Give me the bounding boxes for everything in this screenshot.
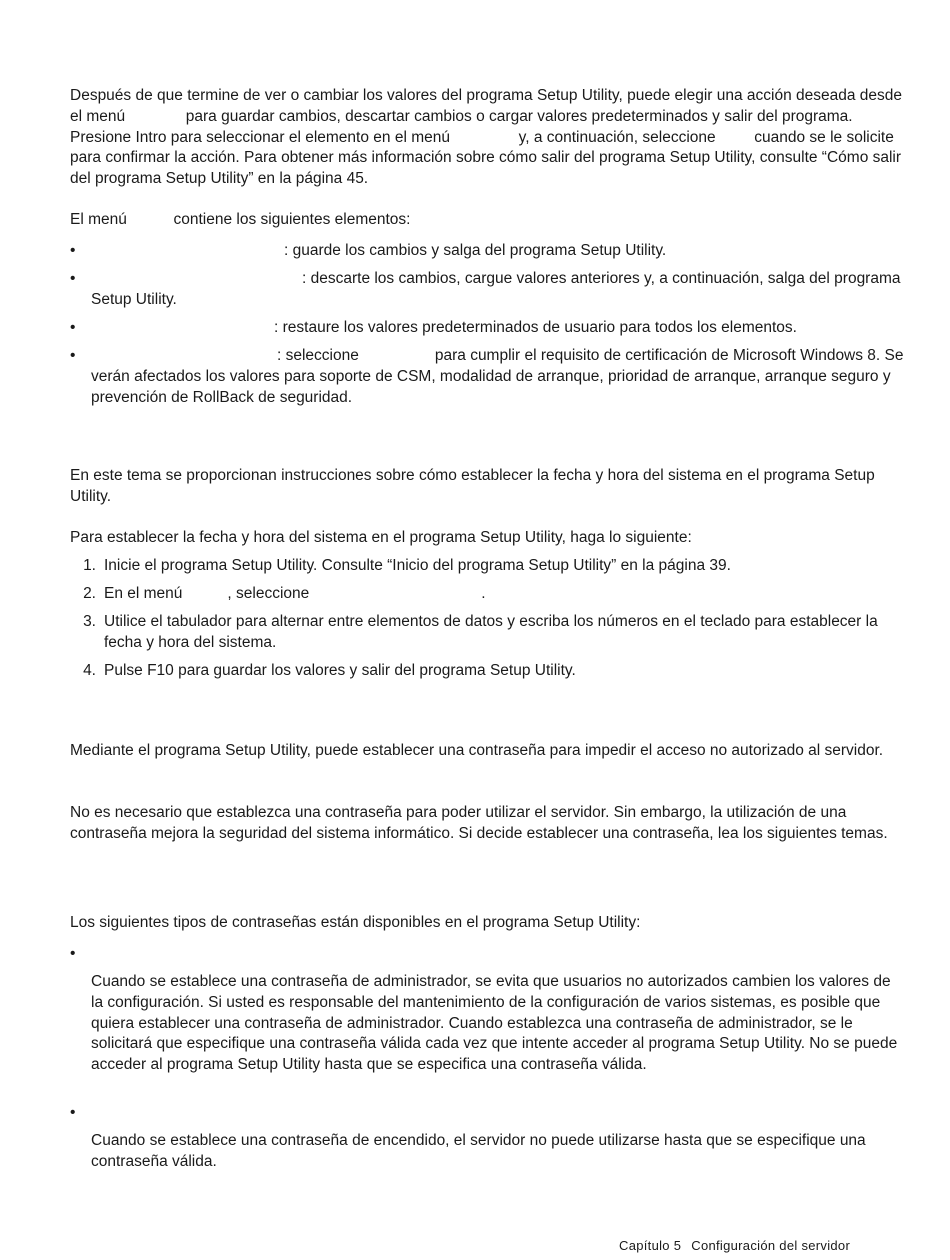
bullet-icon: • bbox=[70, 242, 76, 259]
footer-chapter: Capítulo 5 bbox=[619, 1238, 682, 1253]
exit-menu-intro: El menú contiene los siguientes elementos: bbox=[70, 211, 411, 228]
footer-title: Configuración del servidor bbox=[691, 1238, 851, 1253]
bullet-icon: • bbox=[70, 270, 76, 287]
date-steps-intro: Para establecer la fecha y hora del sistema en el programa Setup Utility, haga lo siguiente: bbox=[70, 529, 692, 546]
bullet-icon: • bbox=[70, 319, 76, 336]
bullet-icon: • bbox=[70, 1104, 76, 1121]
password-intro: Mediante el programa Setup Utility, puede establecer una contraseña para impedir el acceso no autorizado al servidor. bbox=[70, 742, 884, 759]
page-footer bbox=[619, 1238, 850, 1254]
date-intro: En este tema se proporcionan instrucciones sobre cómo establecer la fecha y hora del sistema en el programa Setup Utility. bbox=[70, 467, 875, 505]
bullet-icon: • bbox=[70, 347, 76, 364]
bullet-icon: • bbox=[70, 945, 76, 962]
exit-intro-paragraph: Después de que termine de ver o cambiar los valores del programa Setup Utility, puede elegir una acción deseada desde el menú para guardar cambios, descartar cambios o cargar valores predeterminados y salir del programa. Presione Intro para seleccionar el elemento en el menú y, a continuación, seleccione cuando se le solicite para confirmar la acción. Para obtener más información sobre cómo salir del programa Setup Utility, consulte “Cómo salir del programa Setup Utility” en la página 45. bbox=[70, 87, 903, 188]
password-types-intro: Los siguientes tipos de contraseñas están disponibles en el programa Setup Utility: bbox=[70, 914, 641, 931]
password-optional-note: No es necesario que establezca una contraseña para poder utilizar el servidor. Sin embargo, la utilización de una contraseña mejora la seguridad del sistema informático. Si decide establecer una contraseña, lea los siguientes temas. bbox=[70, 804, 888, 842]
